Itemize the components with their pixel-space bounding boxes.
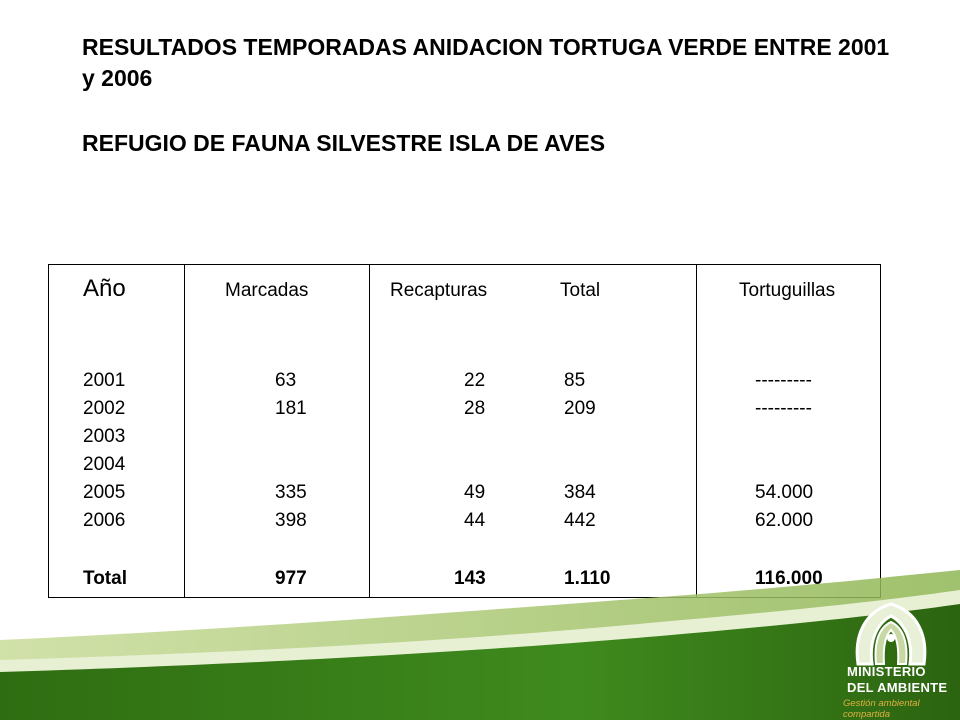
total-hatchlings: 116.000 [755,568,823,589]
total-total: 1.110 [564,568,611,589]
total-label: Total [83,568,127,589]
table-cell: 2002 [83,398,126,419]
total-recaptures: 143 [454,568,486,589]
header-total: Total [560,280,601,301]
table-cell: 22 [464,370,486,391]
column-divider [184,265,185,597]
table-cell: 2004 [83,454,126,475]
slide-title: RESULTADOS TEMPORADAS ANIDACION TORTUGA VERDE ENTRE 2001 y 2006 [82,34,890,91]
logo-line2: DEL AMBIENTE [847,680,948,695]
table-cell: 209 [564,398,596,419]
header-hatchlings: Tortuguillas [739,280,836,301]
table-cell: 63 [275,370,297,391]
results-table [48,264,881,598]
table-cell: 54.000 [755,482,814,503]
table-cell: 2006 [83,510,126,531]
table-cell: 335 [275,482,307,503]
table-cell: 62.000 [755,510,814,531]
table-cell: 2001 [83,370,126,391]
table-cell: 181 [275,398,307,419]
header-marked: Marcadas [225,280,309,301]
table-cell: 85 [564,370,586,391]
logo-line1: MINISTERIO [847,664,926,679]
table-cell: --------- [755,398,812,419]
table-cell: 44 [464,510,486,531]
table-cell: 2003 [83,426,126,447]
total-marked: 977 [275,568,307,589]
column-divider [696,265,697,597]
table-cell: 49 [464,482,486,503]
footer-wave-decoration [0,560,960,720]
table-cell: 384 [564,482,596,503]
table-cell: --------- [755,370,812,391]
slide-subtitle: REFUGIO DE FAUNA SILVESTRE ISLA DE AVES [82,130,606,156]
table-cell: 28 [464,398,486,419]
header-recaptures: Recapturas [390,280,488,301]
table-cell: 398 [275,510,307,531]
column-divider [369,265,370,597]
table-cell: 2005 [83,482,126,503]
table-cell: 442 [564,510,596,531]
header-year: Año [83,275,126,302]
logo-tagline: Gestión ambiental compartida [843,698,920,720]
